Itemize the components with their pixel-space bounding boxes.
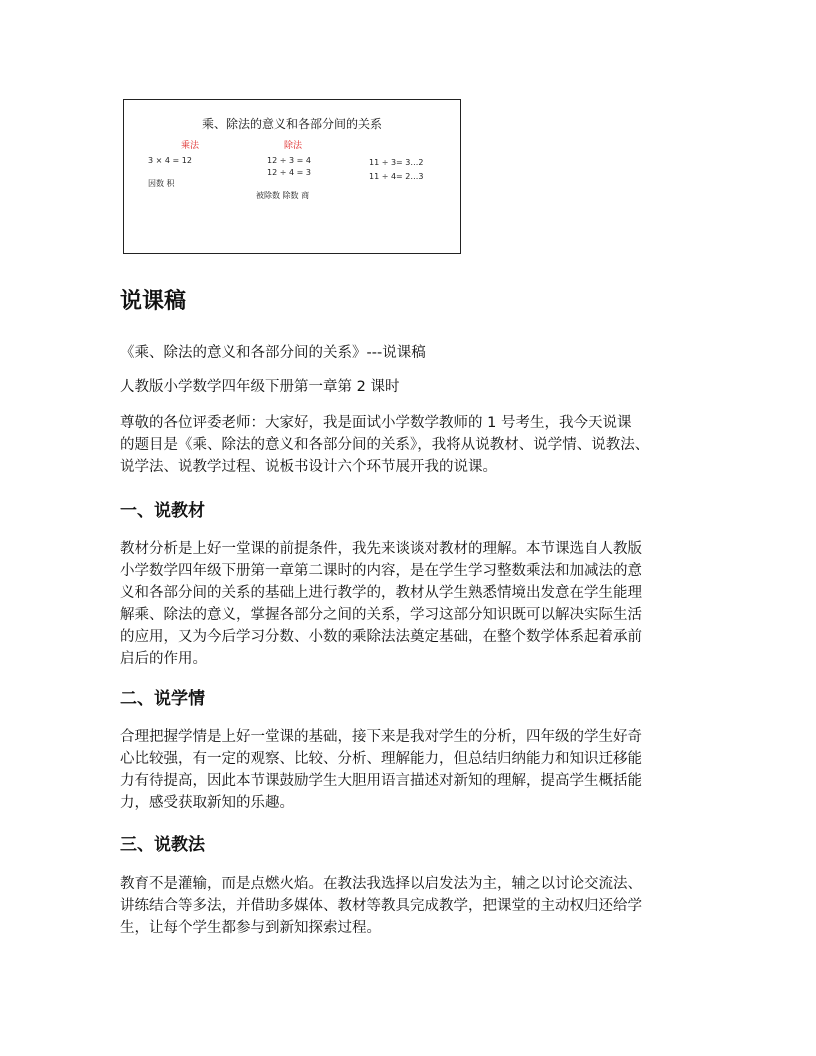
source-line (120, 376, 705, 398)
paragraph-line: 教材分析是上好一堂课的前提条件，我先来谈谈对教材的理解。本节课选自人教版 (120, 541, 642, 557)
section-heading: 一、说教材 (120, 501, 205, 521)
figure-title: 乘、除法的意义和各部分间的关系 (201, 117, 382, 131)
paragraph-line: 力有待提高，因此本节课鼓励学生大胆用语言描述对新知的理解，提高学生概括能 (120, 773, 642, 789)
subtitle (120, 342, 705, 364)
section-paragraph (120, 726, 705, 814)
lesson-figure (123, 99, 461, 254)
figure-div-label: 除法 (284, 141, 303, 151)
paragraph-line: 启后的作用。 (120, 651, 207, 667)
paragraph-line: 的应用，又为今后学习分数、小数的乘除法法奠定基础，在整个数学体系起着承前 (120, 629, 642, 645)
source-text: 人教版小学数学四年级下册第一章第 2 课时 (120, 379, 400, 395)
paragraph-line: 义和各部分间的关系的基础上进行教学的，教材从学生熟悉情境出发意在学生能理 (120, 585, 642, 601)
section-heading: 二、说学情 (120, 689, 205, 709)
figure-div-row2: 12 ÷ 4 = 3 (267, 168, 311, 177)
intro-line: 说学法、说教学过程、说板书设计六个环节展开我的说课。 (120, 459, 497, 475)
paragraph-line: 心比较强，有一定的观察、比较、分析、理解能力，但总结归纳能力和知识迁移能 (120, 751, 642, 767)
section-paragraph (120, 873, 705, 939)
figure-mult-equation: 3 × 4 = 12 (148, 156, 192, 165)
figure-mult-terms: 因数 积 (148, 179, 175, 188)
paragraph-line: 讲练结合等多法，并借助多媒体、教材等教具完成教学，把课堂的主动权归还给学 (120, 898, 642, 914)
figure-mult-label: 乘法 (181, 141, 200, 151)
paragraph-line: 生，让每个学生都参与到新知探索过程。 (120, 920, 381, 936)
section-paragraph (120, 538, 705, 670)
paragraph-line: 力，感受获取新知的乐趣。 (120, 795, 294, 811)
section-heading: 三、说教法 (120, 835, 205, 855)
figure-rem-row2: 11 ÷ 4= 2…3 (369, 172, 424, 181)
intro-paragraph (120, 412, 705, 478)
paragraph-line: 教育不是灌输，而是点燃火焰。在教法我选择以启发法为主，辅之以讨论交流法、 (120, 876, 642, 892)
intro-line: 的题目是《乘、除法的意义和各部分间的关系》，我将从说教材、说学情、说教法、 (120, 437, 650, 453)
figure-div-terms: 被除数 除数 商 (256, 191, 310, 200)
paragraph-line: 小学数学四年级下册第一章第二课时的内容，是在学生学习整数乘法和加减法的意 (120, 563, 642, 579)
subtitle-line: 《乘、除法的意义和各部分间的关系》---说课稿 (120, 345, 426, 361)
figure-rem-row1: 11 ÷ 3= 3…2 (369, 158, 424, 167)
paragraph-line: 合理把握学情是上好一堂课的基础，接下来是我对学生的分析，四年级的学生好奇 (120, 729, 642, 745)
figure-div-row1: 12 ÷ 3 = 4 (267, 156, 311, 165)
paragraph-line: 解乘、除法的意义，掌握各部分之间的关系，学习这部分知识既可以解决实际生活 (120, 607, 642, 623)
intro-line: 尊敬的各位评委老师：大家好，我是面试小学数学教师的 1 号考生，我今天说课 (120, 415, 632, 431)
page-title: 说课稿 (120, 289, 187, 314)
